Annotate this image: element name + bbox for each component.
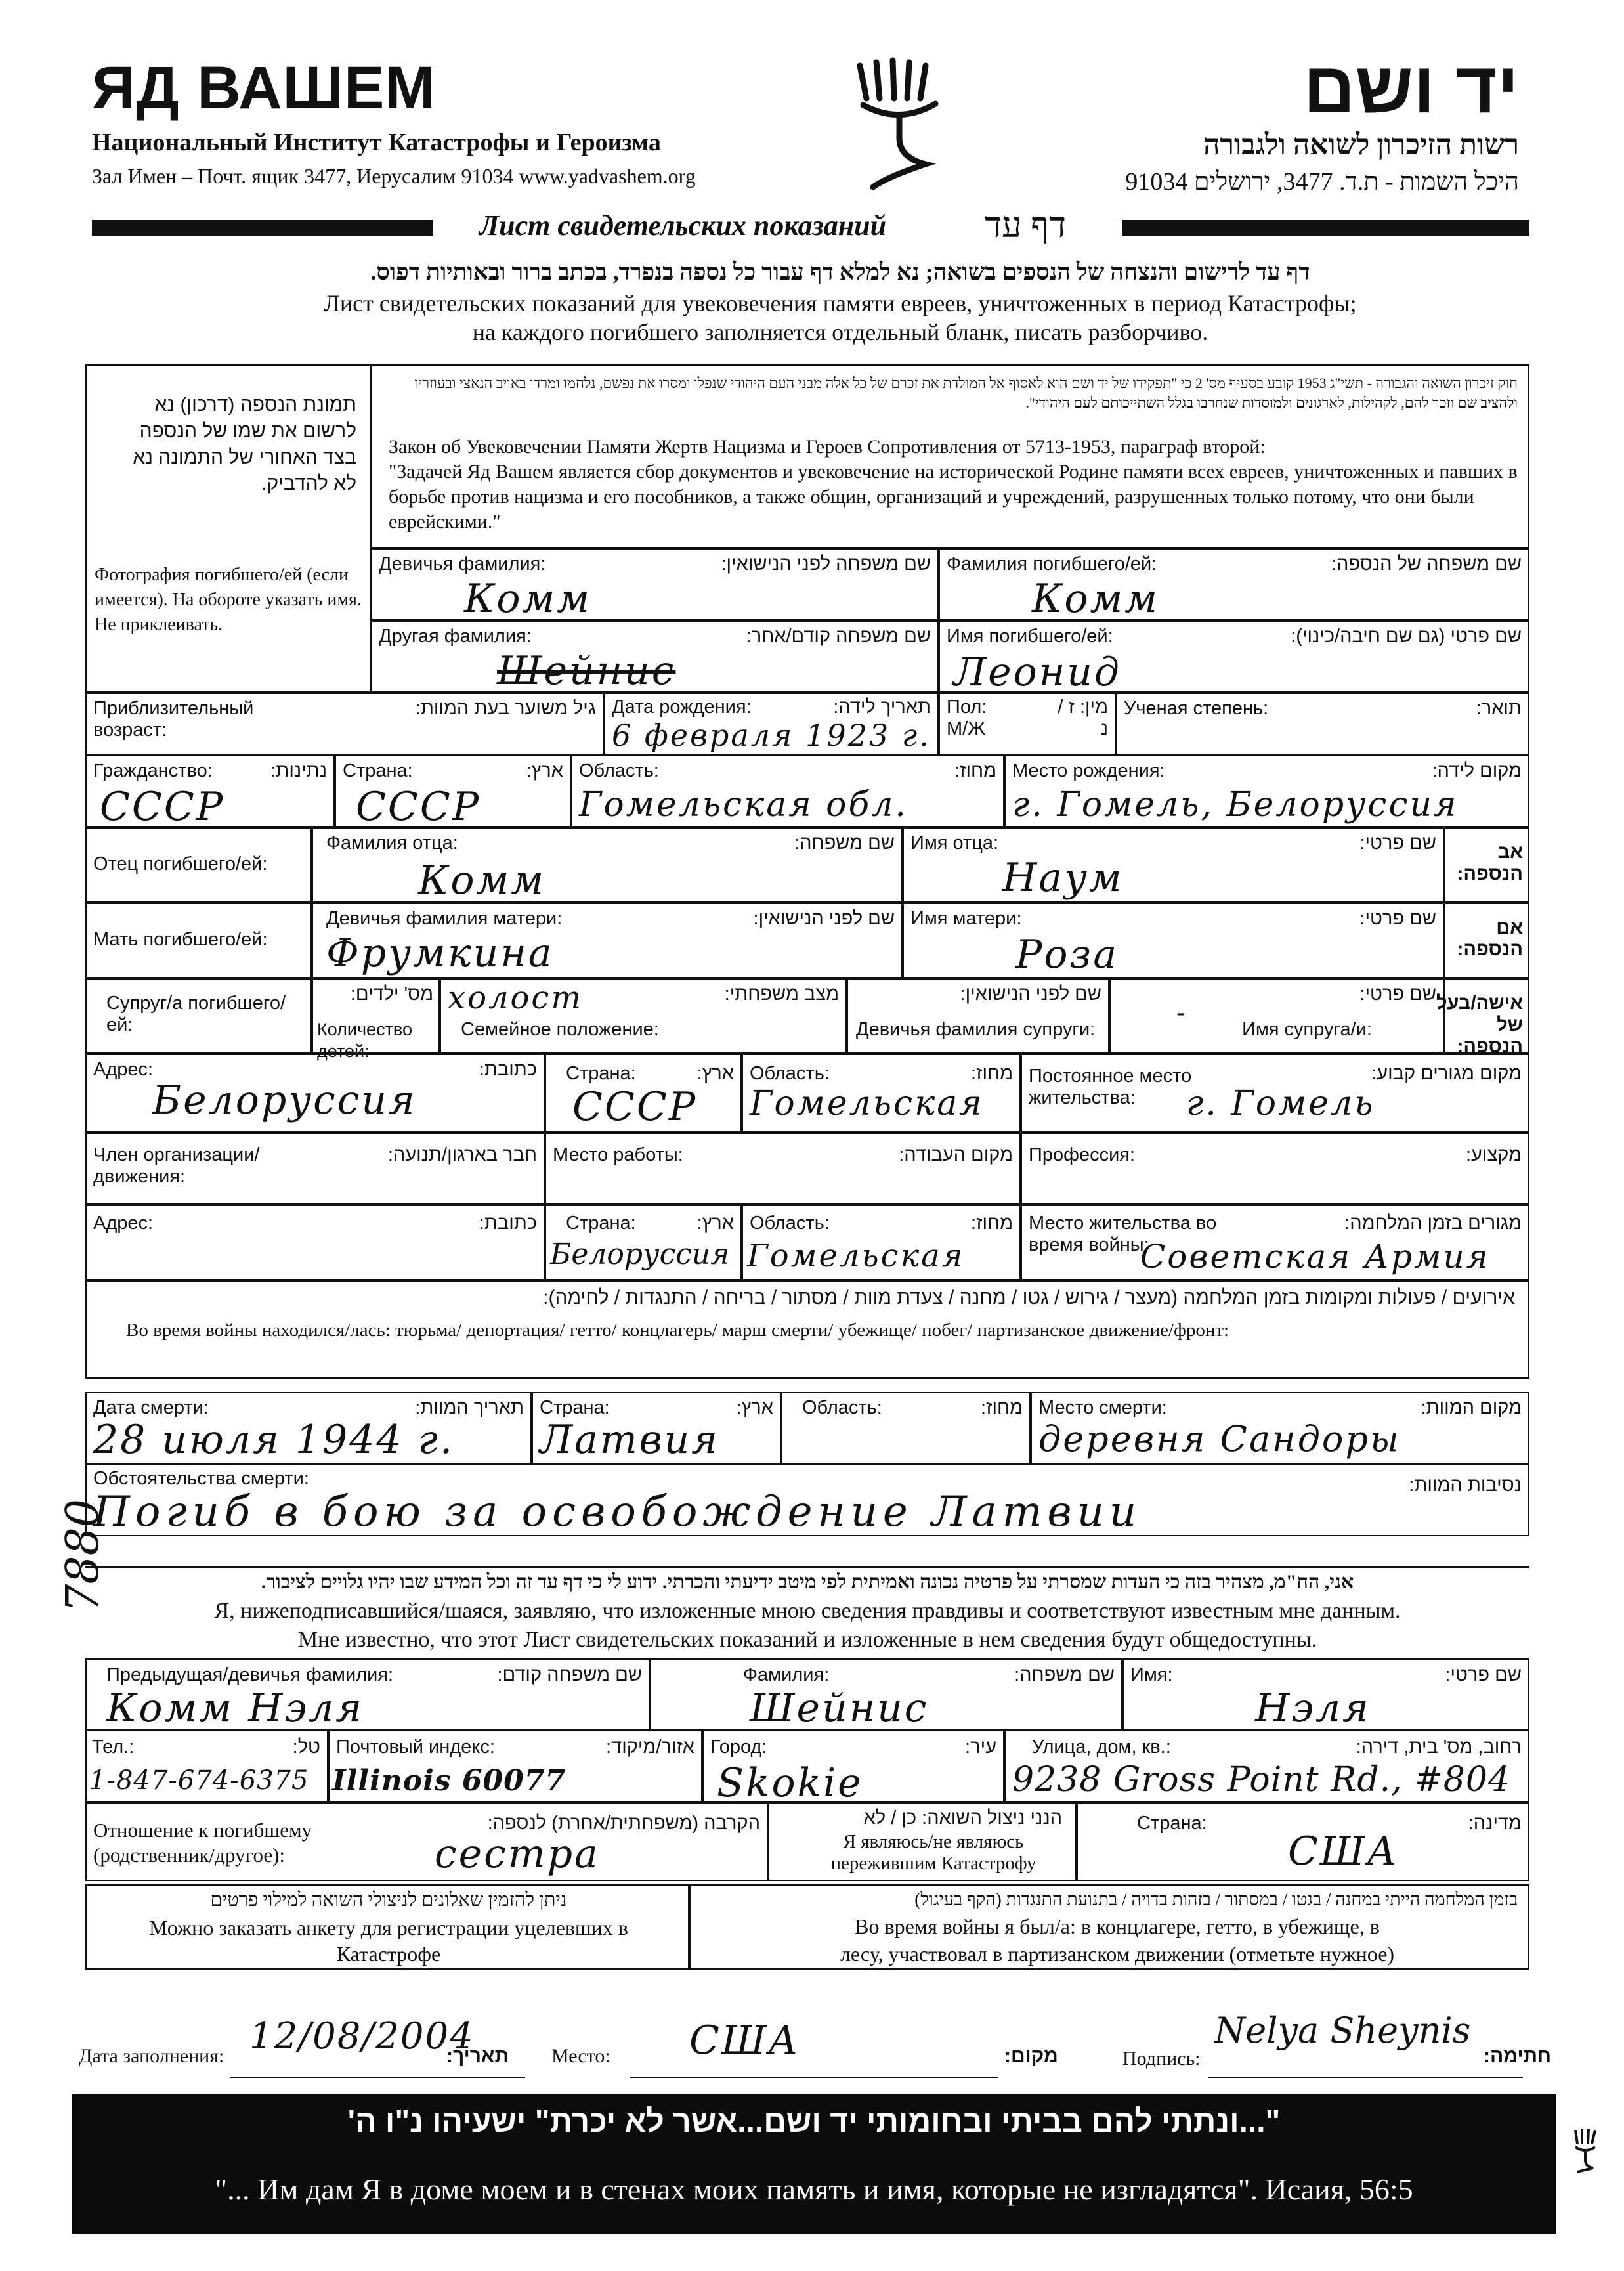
address-country-field[interactable]: Страна: ארץ: СССР (545, 1054, 742, 1133)
small-logo-icon (1572, 2127, 1598, 2173)
place-value[interactable]: США (689, 2018, 800, 2064)
witness-relation-value: сестра (435, 1831, 600, 1877)
title-rule-right (1122, 220, 1529, 236)
war-country-field[interactable]: Страна: ארץ: Белоруссия (545, 1205, 742, 1280)
war-events-field[interactable]: אירועים / פעולות ומקומות בזמן המלחמה (מעצר / גירוש / גטו / מחנה / צעדת מוות / מסתור / בריחה / התנגדות / לחימה): Во время войны находился/лась: тюрьма/ депортация/ гетто/ концлагерь/ марш смерти/ убежище/ побег/ партизанское движение/фронт: (85, 1280, 1529, 1379)
war-region-field[interactable]: Область: מחוז: Гомельская (742, 1205, 1021, 1280)
organization-field[interactable]: Член организации/ движения: חבר בארגון/תנועה: (85, 1133, 545, 1205)
death-region-field[interactable]: Область: מחוז: (781, 1392, 1031, 1464)
declaration-ru-1: Я, нижеподписавшийся/шаяся, заявляю, что изложенные мною сведения правдивы и соответствуют известным мне данным. (214, 1599, 1401, 1623)
children-field[interactable]: מס' ילדים: Количество детей: (312, 978, 440, 1054)
death-place-value: деревня Сандоры (1038, 1418, 1401, 1460)
region-value: Гомельская обл. (579, 785, 908, 825)
father-name-field[interactable]: Имя отца: שם פרטי: Наум (903, 827, 1444, 903)
citizenship-field[interactable]: Гражданство: נתינות: СССР (85, 755, 335, 827)
header-title-he: יד ושם (1303, 47, 1519, 128)
witness-relation-field[interactable]: Отношение к погибшему (родственник/другое): הקרבה (משפחתית/אחרת) לנספה: сестра (85, 1802, 768, 1881)
age-field[interactable]: Приблизительный возраст: גיל משוער בעת המוות: (85, 693, 604, 755)
spouse-name-field[interactable]: שם פרטי: Имя супруга/и: - (1109, 978, 1444, 1054)
war-country-value: Белоруссия (550, 1238, 730, 1271)
title-rule-left (92, 220, 433, 236)
witness-street-value: 9238 Gross Point Rd., #804 (1012, 1760, 1511, 1800)
questionnaire-row (85, 1884, 1529, 1970)
footer-band (72, 2094, 1556, 2234)
father-surname-field[interactable]: Фамилия отца: שם משפחה: Комм (312, 827, 903, 903)
law-ru-text: "Задачей Яд Вашем является сбор документов и увековечение на исторической Родине памяти всех евреев, уничтоженных и павших в борьбе против нацизма и его пособников, а также общин, организаций и учреждений, разрушенных только потому, что они были еврейскими." (389, 461, 1518, 532)
war-residence-value: Советская Армия (1140, 1238, 1490, 1276)
death-country-value: Латвия (540, 1417, 720, 1463)
declaration-he: אני, הח"מ, מצהיר בזה כי העדות שמסרתי על פרטיה נכונה ואמיתית לפי מיטב ידיעתי והכרתי. ידוע לי כי דף עד זה וכל המידע שבו יהיו גלויים לציבור. (261, 1571, 1354, 1593)
yad-vashem-logo-icon (847, 53, 952, 190)
citizenship-value: СССР (100, 784, 225, 830)
spouse-maiden-field[interactable]: שם לפני הנישואין: Девичья фамилия супруги: (847, 978, 1109, 1054)
residence-field[interactable]: Постоянное место жительства: מקום מגורים קבוע: г. Гомель (1021, 1054, 1529, 1133)
father-surname-value: Комм (418, 857, 546, 903)
witness-tel-field[interactable]: Тел.: טל: 1-847-674-6375 (85, 1730, 328, 1802)
law-he: חוק זיכרון השואה והגבורה - תשי"ג 1953 קובע בסעיף מס' 2 כי "תפקידו של יד ושם הוא לאסוף אל המולדת את זכרם של כל אלה מבני העם היהודי שנפלו ומסרו את נפשם, נלחמו ומרדו באויב הנאצי ובעוזריו ולהציב שם וזכר להם, לקהילות, לארגונים ולמוסדות שנחרבו בגלל השתייכותם לעם היהודי". (414, 375, 1518, 411)
law-box (371, 364, 1529, 548)
mother-label: Мать погибшего/ей: (85, 903, 312, 978)
degree-field[interactable]: Ученая степень: תואר: (1116, 693, 1529, 755)
testimony-form (85, 364, 1529, 1540)
witness-survivor-field[interactable]: הנני ניצול השואה: כן / לא Я являюсь/не являюсь пережившим Катастрофу (768, 1802, 1077, 1881)
death-date-value: 28 июля 1944 г. (93, 1417, 455, 1463)
signature-value[interactable]: Nelya Sheynis (1214, 2010, 1471, 2051)
witness-surname-field[interactable]: Фамилия: שם משפחה: Шейнис (650, 1658, 1122, 1730)
circumstances-field[interactable]: Обстоятельства смерти: נסיבות המוות: Погиб в бою за освобождение Латвии (85, 1464, 1529, 1536)
fill-date-line (230, 2077, 525, 2078)
witness-prev-name-value: Комм Нэля (106, 1685, 364, 1731)
law-ru-title: Закон об Увековечении Памяти Жертв Нацизма и Героев Сопротивления от 5713-1953, параграф второй: (389, 436, 1266, 458)
family-status-field[interactable]: מצב משפחתי: Семейное положение: холост (440, 978, 847, 1054)
photo-box (85, 364, 371, 693)
witness-zip-value: Illinois 60077 (332, 1764, 566, 1798)
witness-name-field[interactable]: Имя: שם פרטי: Нэля (1122, 1658, 1529, 1730)
header-subtitle-ru: Национальный Институт Катастрофы и Героизма (92, 129, 661, 156)
fill-date-label-he: תאריך: (446, 2045, 509, 2067)
form-title-ru: Лист свидетельских показаний (479, 209, 887, 242)
declaration (85, 1566, 1529, 1660)
profession-field[interactable]: Профессия: מקצוע: (1021, 1133, 1529, 1205)
war-residence-field[interactable]: Место жительства во время войны: מגורים בזמן המלחמה: Советская Армия (1021, 1205, 1529, 1280)
father-label: Отец погибшего/ей: (85, 827, 312, 903)
surname-field[interactable]: Фамилия погибшего/ей: שם משפחה של הנספה: Комм (939, 548, 1529, 620)
witness-city-value: Skokie (717, 1760, 863, 1806)
other-surname-field[interactable]: Другая фамилия: שם משפחה קודם/אחר: Шейнис (371, 620, 939, 693)
spouse-label: Супруг/а погибшего/ей: (85, 978, 312, 1054)
workplace-field[interactable]: Место работы: מקום העבודה: (545, 1133, 1021, 1205)
address-region-value: Гомельская (750, 1084, 984, 1123)
header-address-he: היכל השמות - ת.ד. 3477, ירושלים 91034 (1125, 168, 1519, 196)
signature-line (1208, 2077, 1523, 2078)
death-date-field[interactable]: Дата смерти: תאריך המוות: 28 июля 1944 г. (85, 1392, 532, 1464)
death-country-field[interactable]: Страна: ארץ: Латвия (532, 1392, 781, 1464)
surname-value: Комм (1032, 576, 1160, 622)
photo-box-he: תמונת הנספה (דרכון) נא לרשום את שמו של הנספה בצד האחורי של התמונה נא לא להדביק. (133, 394, 356, 494)
photo-box-ru: Фотография погибшего/ей (если имеется). На обороте указать имя. Не приклеивать. (95, 565, 362, 635)
address-region-field[interactable]: Область: מחוז: Гомельская (742, 1054, 1021, 1133)
father-name-value: Наум (1002, 855, 1124, 901)
witness-country-value: США (1288, 1828, 1399, 1874)
address-field[interactable]: Адрес: כתובת: Белоруссия (85, 1054, 545, 1133)
header-subtitle-he: רשות הזיכרון לשואה ולגבורה (1203, 129, 1519, 161)
address-value: Белоруссия (152, 1077, 417, 1123)
circumstances-value: Погиб в бою за освобождение Латвии (93, 1488, 1142, 1536)
father-label-he: אב הנספה: (1444, 827, 1529, 903)
gender-field[interactable]: Пол: М/Ж מין: ז / נ (939, 693, 1116, 755)
first-name-value: Леонид (953, 649, 1121, 695)
country-value: СССР (356, 784, 481, 830)
margin-number: 7880 (57, 1498, 110, 1613)
witness-city-field[interactable]: Город: עיר: Skokie (702, 1730, 1004, 1802)
birth-date-value: 6 февраля 1923 г. (612, 718, 931, 753)
spouse-label-he: אישה/בעל של הנספה: (1444, 978, 1529, 1054)
war-status-box[interactable]: בזמן המלחמה הייתי במחנה / בגטו / במסתור / בזהות בדויה / בתנועת התנגדות (הקף בעיגול) Во время войны я был/а: в концлагере, гетто, в убежище, в лесу, участвовал в партизанском движении (отметьте нужное) (689, 1884, 1529, 1970)
form-title-he: דף עד (985, 205, 1066, 245)
questionnaire-box[interactable]: ניתן להזמין שאלונים לניצולי השואה למילוי פרטים Можно заказать анкету для регистрации уцелевших в Катастрофе (85, 1884, 689, 1970)
address-country-value: СССР (572, 1084, 698, 1130)
birth-date-field[interactable]: Дата рождения: תאריך לידה: 6 февраля 1923 г. (604, 693, 939, 755)
witness-section (85, 1658, 1529, 1901)
region-field[interactable]: Область: מחוז: Гомельская обл. (571, 755, 1004, 827)
witness-surname-value: Шейнис (750, 1685, 929, 1731)
mother-name-field[interactable]: Имя матери: שם פרטי: Роза (903, 903, 1444, 978)
intro-ru-1: Лист свидетельских показаний для увековечения памяти евреев, уничтоженных в период Катастрофы; (324, 290, 1357, 316)
witness-street-field[interactable]: Улица, дом, кв.: רחוב, מס' בית, דירה: 9238 Gross Point Rd., #804 (1004, 1730, 1529, 1802)
mother-maiden-field[interactable]: Девичья фамилия матери: שם לפני הנישואין: Фрумкина (312, 903, 903, 978)
first-name-field[interactable]: Имя погибшего/ей: שם פרטי (גם שם חיבה/כינוי): Леонид (939, 620, 1529, 693)
place-label: Место: (551, 2045, 610, 2067)
maiden-name-field[interactable]: Девичья фамилия: שם משפחה לפני הנישואין: Комм (371, 548, 939, 620)
birthplace-value: г. Гомель, Белоруссия (1012, 785, 1459, 825)
intro-ru-2: на каждого погибшего заполняется отдельный бланк, писать разборчиво. (472, 319, 1208, 345)
header-title-ru: ЯД ВАШЕМ (92, 54, 436, 121)
war-region-value: Гомельская (747, 1238, 965, 1274)
witness-country-field[interactable]: Страна: מדינה: США (1077, 1802, 1529, 1881)
signature-label-he: חתימה: (1484, 2045, 1552, 2067)
place-line (630, 2077, 998, 2078)
family-status-value: холост (448, 980, 583, 1016)
mother-label-he: אם הנספה: (1444, 903, 1529, 978)
mother-name-value: Роза (1015, 932, 1119, 978)
witness-name-value: Нэля (1255, 1685, 1371, 1731)
death-place-field[interactable]: Место смерти: מקום המוות: деревня Сандоры (1031, 1392, 1529, 1464)
witness-zip-field[interactable]: Почтовый индекс: אזור/מיקוד: Illinois 60077 (328, 1730, 702, 1802)
fill-date-label: Дата заполнения: (79, 2045, 224, 2067)
declaration-ru-2: Мне известно, что этот Лист свидетельских показаний и изложенные в нем сведения будут общедоступны. (297, 1628, 1317, 1652)
spouse-name-value: - (1176, 998, 1187, 1028)
signature-label: Подпись: (1122, 2048, 1201, 2069)
place-label-he: מקום: (1004, 2045, 1058, 2067)
fill-date-value[interactable]: 12/08/2004 (249, 2015, 475, 2058)
mother-maiden-value: Фрумкина (326, 930, 554, 976)
war-address-field[interactable]: Адрес: כתובת: (85, 1205, 545, 1280)
witness-tel-value: 1-847-674-6375 (89, 1765, 309, 1796)
footer-quote-ru: "... Им дам Я в доме моем и в стенах моих память и имя, которые не изгладятся". Исаия, 56:5 (215, 2173, 1413, 2206)
other-surname-value: Шейнис (497, 648, 676, 694)
birthplace-field[interactable]: Место рождения: מקום לידה: г. Гомель, Белоруссия (1004, 755, 1529, 827)
intro-he: דף עד לרישום והנצחה של הנספים בשואה; נא למלא דף עבור כל נספה בנפרד, בכתב ברור ובאותיות דפוס. (370, 259, 1310, 285)
footer-quote-he: "...ונתתי להם בביתי ובחומותי יד ושם...אשר לא יכרת" ישעיהו נ"ו ה' (347, 2104, 1281, 2139)
maiden-name-value: Комм (464, 576, 592, 622)
country-field[interactable]: Страна: ארץ: СССР (335, 755, 571, 827)
signature-row (79, 2010, 1552, 2078)
witness-prev-name-field[interactable]: Предыдущая/девичья фамилия: שם משפחה קודם: Комм Нэля (85, 1658, 650, 1730)
header-address-ru: Зал Имен – Почт. ящик 3477, Иерусалим 91034 www.yadvashem.org (92, 164, 696, 188)
residence-value: г. Гомель (1186, 1084, 1375, 1123)
